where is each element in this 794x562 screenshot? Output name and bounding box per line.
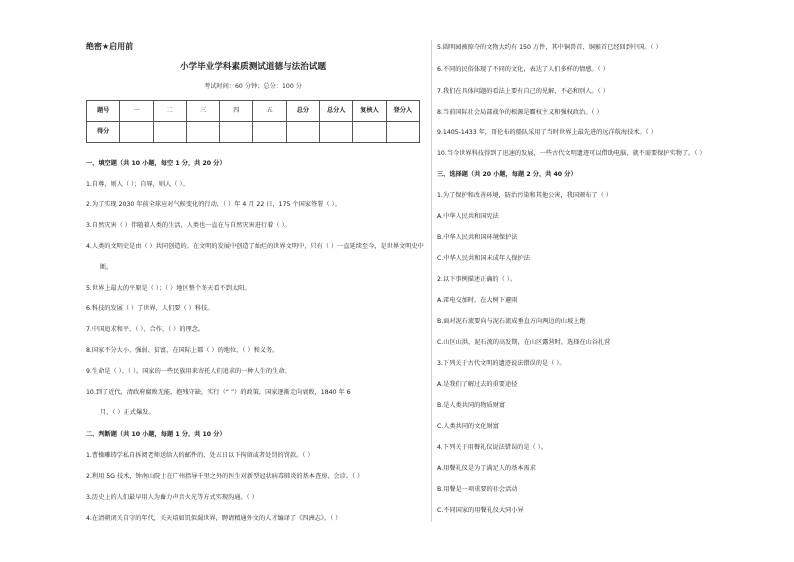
question-line: 4.人类的文明史是由（ ）共同创造的。在文明的发展中创造了灿烂的世界文明中，只有（ ）一直延续至今，是世界文明史中: [86, 243, 424, 250]
score-cell: 题号: [87, 101, 120, 122]
option-line: B.中华人民共和国环境保护法: [437, 234, 518, 241]
option-line: C.中华人民共和国未成年人保护法: [437, 255, 530, 262]
score-input-cell[interactable]: [120, 122, 153, 143]
question-line: 月，（ ）正式爆发。: [100, 409, 155, 416]
exam-title: 小学毕业学科素质测试道德与法治试题: [179, 62, 327, 72]
question-line: 7.中国追求和平、（ ）、合作、（ ）的理念。: [86, 326, 205, 333]
score-table-score-row: [87, 122, 420, 143]
score-cell: 总分人: [320, 101, 353, 122]
score-input-cell[interactable]: [386, 122, 419, 143]
option-line: B.面对泥石流要向与泥石流成垂直方向两边的山坡上跑: [437, 318, 586, 325]
score-input-cell[interactable]: [253, 122, 286, 143]
question-line: 2.利用 5G 技术，钟南山院士在广州指导千里之外的医生对新型冠状病毒肺炎的基本查房、会诊。（ ）: [86, 473, 364, 480]
option-line: B.用餐是一项重要的社会活动: [437, 486, 518, 493]
question-line: 8.当前国际社会局部战争的根源是霸权主义和强权政治。（ ）: [437, 109, 603, 116]
question-line: 1.曹操雕铸学私自拆阅老师送给人的邮件的，处五日以下拘留或者处罚的罚款。（ ）: [86, 452, 314, 459]
question-line: 2.以下事例描述正确的（ ）。: [437, 276, 517, 283]
question-line: 1.自尊，则人（ ）；自辱，则人（ ）。: [86, 181, 189, 188]
question-line: 1.为了保护和改善环境，防治污染和其他公害，我国颁布了（ ）: [437, 192, 612, 199]
score-table-header-row: [87, 101, 420, 122]
option-line: C.不同国家的用餐礼仪大同小异: [437, 507, 524, 514]
score-row-label: 得分: [87, 122, 120, 143]
question-line: 10.当今世界科技得到了迅速的发展，一些古代文明遗迹可以借助电脑，就不需要保护实物了。（ ）: [437, 150, 706, 157]
score-input-cell[interactable]: [286, 122, 319, 143]
score-cell: 总分: [286, 101, 319, 122]
option-line: A.雷电交加时，在大树下避雨: [437, 297, 518, 304]
question-line: 2.为了实现 2030 年前全球应对气候变化的行动，（ ）年 4 月 22 日，175 个国家签署（ ）。: [86, 201, 341, 208]
score-cell: 登分人: [386, 101, 419, 122]
section-title-multiple-choice: 三、选择题（共 20 小题，每题 2 分，共 40 分）: [437, 171, 577, 178]
question-line: 7.我们在具体问题的看法上要有自己的见解，不必和别人。（ ）: [437, 88, 609, 95]
question-line: 4.在清朝闭关自守的年代，关天培如饥似渴世界，聘请精通外文的人才编译了《四洲志》。（ ）: [86, 515, 342, 522]
section-title-fill-blank: 一、填空题（共 10 小题，每空 1 分，共 20 分）: [86, 160, 226, 167]
exam-subtitle: 考试时间：60 分钟；总分：100 分: [204, 83, 302, 90]
question-line: 5.圆明园被掠夺的文物大约有 150 万件，其中铜兽首、铜猴首已经回到中国。（ ）: [437, 44, 662, 51]
score-table: [86, 100, 420, 143]
question-line: 3.自然灾害（ ）伴随着人类的生活，人类也一直在与自然灾害进行着（ ）。: [86, 222, 291, 229]
column-divider: [431, 40, 432, 522]
score-input-cell[interactable]: [153, 122, 186, 143]
score-input-cell[interactable]: [186, 122, 219, 143]
confidential-label: 绝密★启用前: [86, 42, 134, 51]
question-line: 断。: [100, 264, 113, 271]
question-line: 6.不同的民俗体现了不同的文化，表达了人们多样的情感。（ ）: [437, 66, 609, 73]
option-line: C.山区山洪、泥石流的高发期，在山区露营时，选择在山谷扎营: [437, 339, 611, 346]
question-line: 6.科技的发展（ ）了世界，人们要（ ）科技。: [86, 305, 214, 312]
score-cell: 五: [253, 101, 286, 122]
question-line: 3.下列关于古代文明的遗迹说法错误的是（ ）。: [437, 360, 566, 367]
score-cell: 三: [186, 101, 219, 122]
score-cell: 复核人: [353, 101, 386, 122]
question-line: 4.下列关于用餐礼仪说法错误的是（ ）。: [437, 444, 547, 451]
score-cell: 四: [220, 101, 253, 122]
question-line: 9.生命是（ ）、（ ）。国家的一些民族用来寄托人们追求的一种人生的生命。: [86, 368, 291, 375]
option-line: C.人类共同的文化财富: [437, 423, 499, 430]
score-cell: 二: [153, 101, 186, 122]
question-line: 10.到了近代，清政府腐败无能，抱残守缺，实行（“ ”）的政策，国家逐渐走向衰败，1840 年 6: [86, 389, 351, 396]
option-line: B.是人类共同的物质财富: [437, 402, 506, 409]
option-line: A.用餐礼仪是为了满足人的基本需求: [437, 465, 536, 472]
question-line: 9.1405-1433 年，哥伦布的船队采用了当时世界上最先进的远洋航海技术。（ ）: [437, 129, 657, 136]
question-line: 5.世界上最大的平原是（ ）；（ ）地区整个冬天看不到太阳。: [86, 285, 251, 292]
option-line: A.中华人民共和国宪法: [437, 213, 499, 220]
score-input-cell[interactable]: [220, 122, 253, 143]
section-title-true-false: 二、判断题（共 10 小题，每题 1 分，共 10 分）: [86, 431, 226, 438]
score-input-cell[interactable]: [320, 122, 353, 143]
score-input-cell[interactable]: [353, 122, 386, 143]
question-line: 3.历史上的人们最早用人为畜力声音火光等方式实现沟通。（ ）: [86, 494, 258, 501]
score-cell: 一: [120, 101, 153, 122]
question-line: 8.国家不分大小、强弱、贫富，在国际上都（ ）的地位、（ ）和义务。: [86, 347, 279, 354]
option-line: A.是我们了解过去的重要途径: [437, 381, 518, 388]
